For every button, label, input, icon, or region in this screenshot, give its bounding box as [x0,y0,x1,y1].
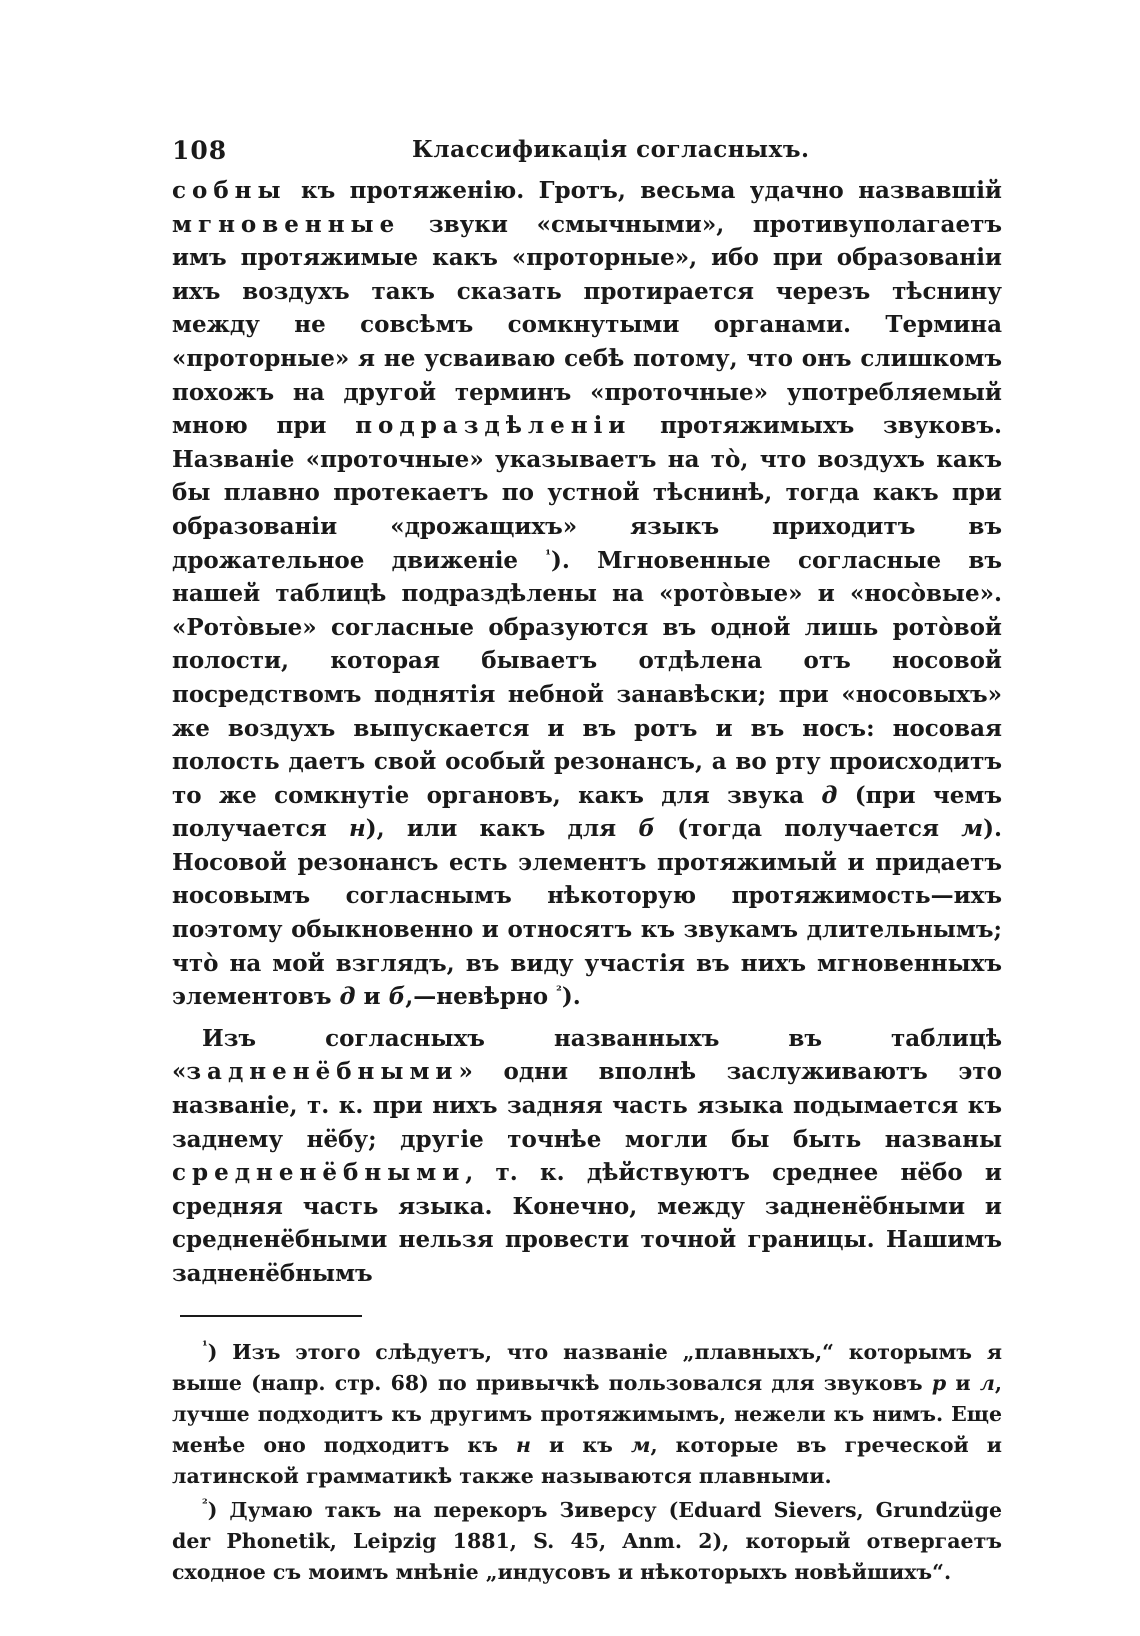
text-span: » одни вполнѣ заслуживаютъ это названіе, т. к. при нихъ задняя часть языка подымается къ заднему нёбу; другіе точнѣе могли бы быть названы [172,1058,1002,1153]
text-span: , т. к. дѣйствуютъ среднее нёбо и средняя часть языка. Конечно, между задненёбными и средненёбными нельзя провести точной границы. Нашимъ задненёбнымъ [172,1159,1002,1287]
spaced-text: мгновенные [172,210,401,238]
spaced-text: задненёбными [186,1058,459,1086]
italic-letter: м [630,1432,651,1457]
book-page [172,128,1002,1588]
text-span: ,—невѣрно [405,983,557,1011]
running-title: Классификація согласныхъ. [412,136,810,163]
footnote-separator [180,1315,362,1317]
text-span: протяжимыхъ звуковъ. Названіе «проточные» указываетъ на то̀, что воздухъ какъ бы плавно протекаетъ по устной тѣснинѣ, тогда какъ при образованіи «дрожащихъ» языкъ приходитъ въ дрожательное движеніе [172,412,1003,574]
text-span: Изъ согласныхъ названныхъ въ таблицѣ « [172,1024,1002,1086]
text-span: и [946,1370,980,1395]
italic-letter: м [961,815,984,843]
italic-letter: л [979,1370,995,1395]
text-span: и къ [530,1432,631,1457]
italic-letter: б [388,983,406,1011]
footnote-marker: ¹ [202,1338,208,1354]
text-span: ), или какъ для [365,815,639,843]
text-span: ) Изъ этого слѣдуетъ, что названіе „плавныхъ,“ которымъ я выше (напр. стр. 68) по привычкѣ пользовался для звуковъ [172,1339,1002,1395]
text-span: звуки «смычными», противуполагаетъ имъ протяжимые какъ «проторные», ибо при образованіи ихъ воздухъ такъ сказать протирается черезъ тѣснину между не совсѣмъ сомкнутыми органами. Термина «проторные» я не усваиваю себѣ потому, что онъ слишкомъ похожъ на другой терминъ «проточные» употребляемый мною при [172,210,1002,440]
paragraph-2 [172,1022,1002,1291]
paragraph-1 [172,174,1002,1014]
footnote-ref-2: ² [556,984,562,1000]
text-span: къ протяженію. Гротъ, весьма удачно назвавшій [286,177,1002,204]
text-span: ). Носовой резонансъ есть элементъ протяжимый и придаетъ носовымъ согласнымъ нѣкоторую протяжимость—ихъ поэтому обыкновенно и относятъ къ звукамъ длительнымъ; что̀ на мой взглядъ, въ виду участія въ нихъ мгновенныхъ элементовъ [172,815,1003,1011]
text-span: (при чемъ получается [172,781,1003,843]
italic-letter: б [638,815,655,843]
spaced-text: подраздѣленіи [355,412,632,440]
text-span: ). [561,983,581,1011]
text-span: и [355,983,389,1011]
footnote-marker: ² [202,1496,208,1512]
page-number: 108 [172,136,228,165]
italic-letter: р [931,1370,947,1395]
text-span: ) Думаю такъ на перекоръ Зиверсу (Eduard Sievers, Grundzüge der Phonetik, Leipzig 1881, S. 45, Anm. 2), который отвергаетъ сходное съ моимъ мнѣніе „индусовъ и нѣкоторыхъ новѣйшихъ“. [172,1497,1002,1584]
text-span: , которые въ греческой и латинской грамматикѣ также называются плавными. [172,1432,1002,1488]
italic-letter: д [821,781,838,809]
text-span: ). Мгновенные согласные въ нашей таблицѣ подраздѣлены на «рото̀вые» и «носо̀вые». «Рото̀вые» согласные образуются въ одной лишь рото̀вой полости, которая бываетъ отдѣлена отъ носовой посредствомъ поднятія небной занавѣски; при «носовыхъ» же воздухъ выпускается и въ ротъ и въ носъ: носовая полость даетъ свой особый резонансъ, а во рту происходитъ то же сомкнутіе органовъ, какъ для звука [172,546,1002,809]
italic-letter: н [516,1432,531,1457]
text-span: , лучше подходитъ къ другимъ протяжимымъ, нежели къ нимъ. Еще менѣе оно подходитъ къ [172,1370,1002,1457]
text-span: (тогда получается [654,815,962,843]
running-head [172,128,1002,174]
footnote-2 [172,1495,1002,1588]
body-text [172,174,1002,1291]
footnotes [172,1337,1002,1588]
footnote-ref-1: ¹ [545,547,551,563]
footnote-1 [172,1337,1002,1492]
italic-letter: н [349,815,366,843]
spaced-text: собны [172,177,287,204]
spaced-text: средненёбными [172,1159,466,1187]
italic-letter: д [339,983,356,1011]
